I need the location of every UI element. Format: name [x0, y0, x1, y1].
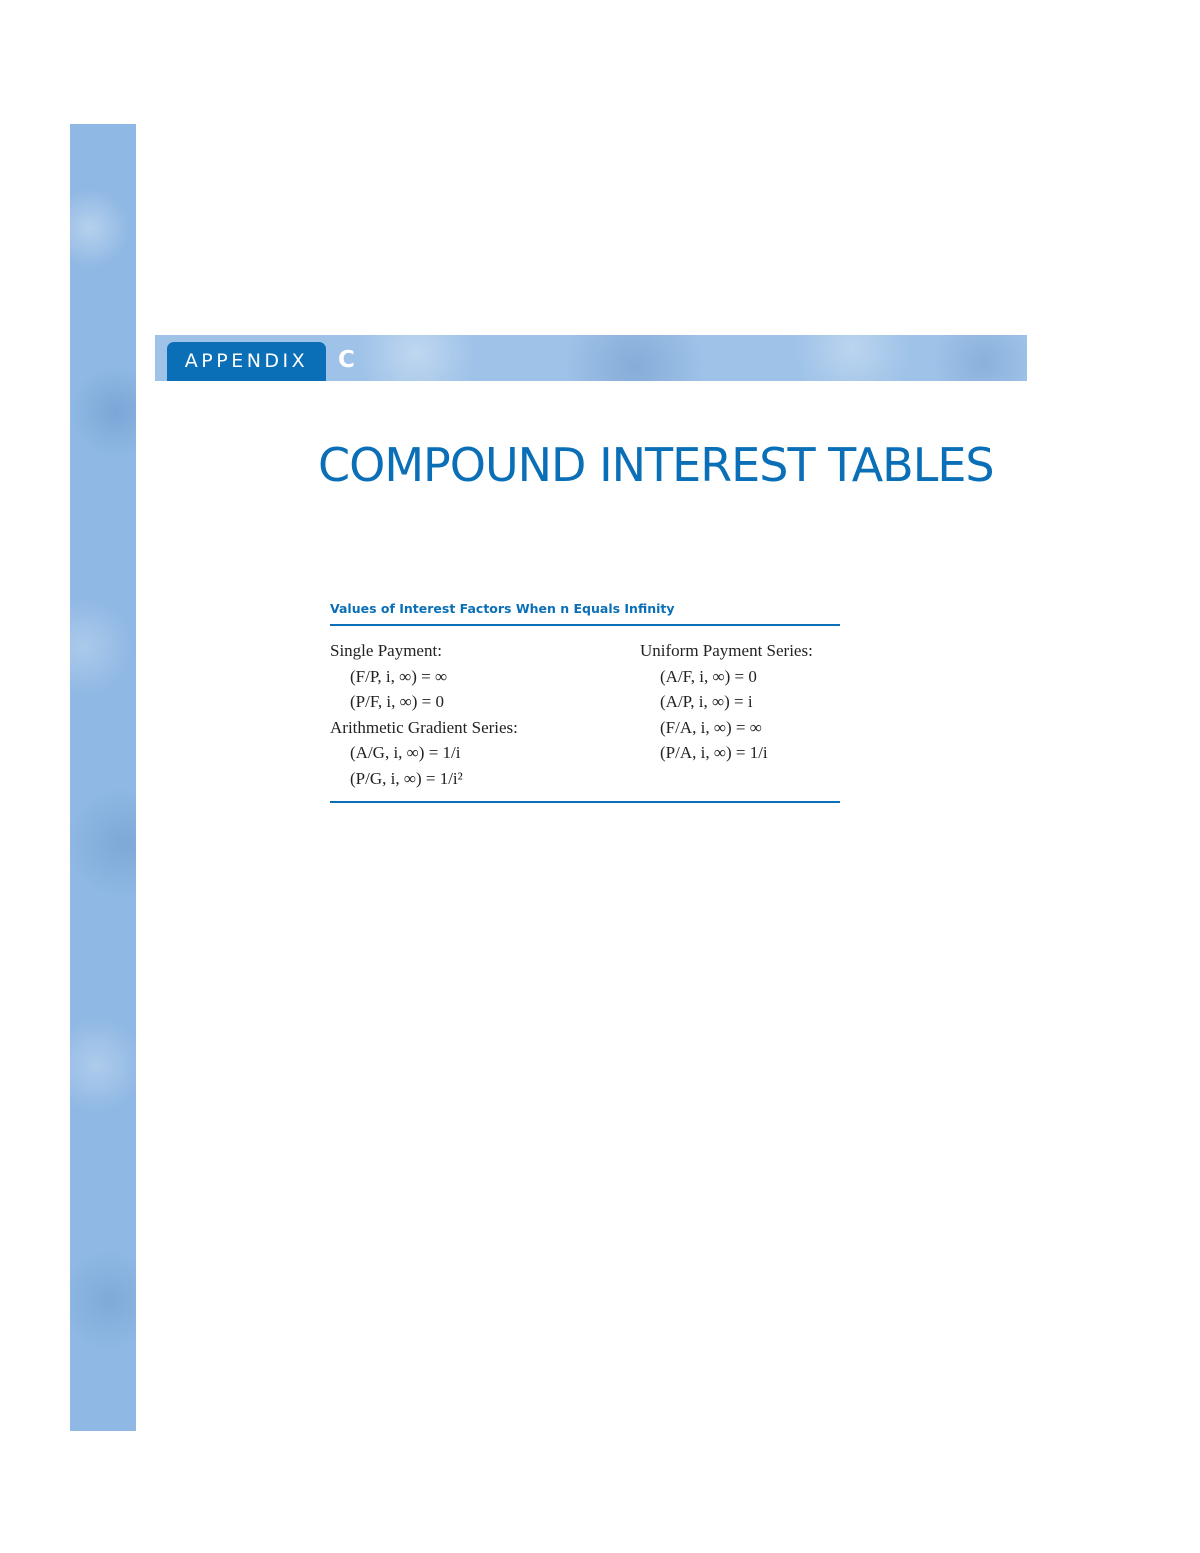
table-bottom-rule: [330, 801, 840, 803]
decorative-coin-strip: [70, 124, 136, 1431]
uniform-payment-heading: Uniform Payment Series:: [640, 641, 813, 660]
appendix-label: APPENDIX: [167, 342, 326, 381]
formula-a-p: (A/P, i, ∞) = i: [660, 692, 753, 711]
formula-p-g: (P/G, i, ∞) = 1/i²: [350, 768, 463, 788]
single-payment-heading: Single Payment:: [330, 641, 442, 660]
appendix-letter: C: [338, 347, 355, 373]
formula-f-p: (F/P, i, ∞) = ∞: [350, 666, 448, 686]
table-body: [330, 626, 840, 801]
formula-p-a: (P/A, i, ∞) = 1/i: [660, 743, 768, 762]
formula-p-f: (P/F, i, ∞) = 0: [350, 692, 445, 711]
left-column: [330, 638, 640, 791]
formula-a-f: (A/F, i, ∞) = 0: [660, 666, 757, 686]
arithmetic-gradient-heading: Arithmetic Gradient Series:: [330, 717, 518, 737]
interest-factors-table: [330, 598, 840, 803]
table-caption: Values of Interest Factors When n Equals Infinity: [330, 601, 675, 616]
formula-f-a: (F/A, i, ∞) = ∞: [660, 717, 762, 737]
page-title: COMPOUND INTEREST TABLES: [318, 438, 994, 492]
right-column: [640, 638, 840, 791]
formula-a-g: (A/G, i, ∞) = 1/i: [350, 743, 461, 762]
